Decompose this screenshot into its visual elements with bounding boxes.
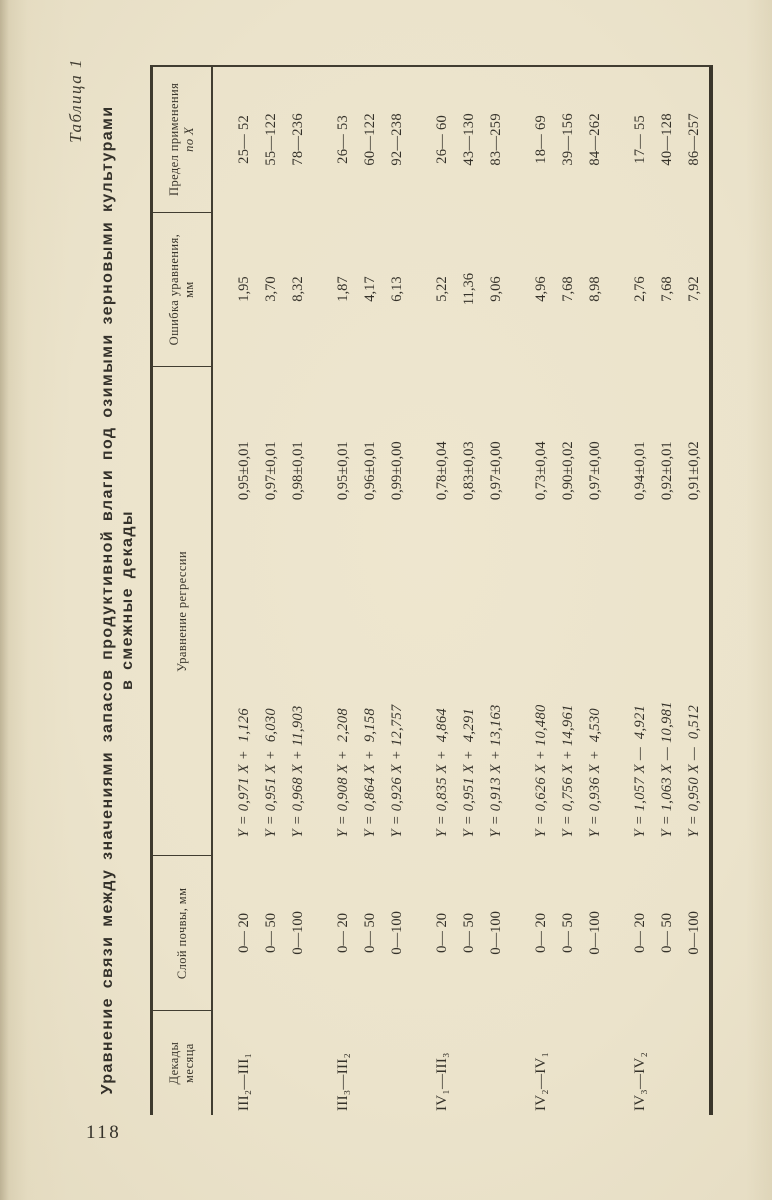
correlation-coefficient: 0,99±0,00 <box>389 441 405 501</box>
table-row <box>456 67 483 1115</box>
equation-text: Y = 1,057 X — 4,921 <box>632 704 648 838</box>
table-row <box>627 67 654 1115</box>
table-row <box>681 67 708 1115</box>
table-row <box>582 67 609 1115</box>
equation-text: Y = 0,968 X + 11,903 <box>290 705 306 838</box>
cell-regression-equation <box>686 366 703 855</box>
cell-soil-layer: 0— 20 <box>434 912 450 953</box>
cell-soil-layer: 0— 20 <box>632 912 648 953</box>
cell-equation-error: 8,32 <box>290 276 306 302</box>
cell-regression-equation <box>236 366 253 855</box>
cell-equation-error: 5,22 <box>434 276 450 302</box>
cell-application-limit: 92—238 <box>389 113 405 166</box>
cell-application-limit: 60—122 <box>362 113 378 166</box>
cell-application-limit: 86—257 <box>686 113 702 166</box>
cell-equation-error: 2,76 <box>632 276 648 302</box>
header-regression-equation <box>153 366 211 855</box>
cell-equation-error: 4,17 <box>362 276 378 302</box>
cell-application-limit: 39—156 <box>560 113 576 166</box>
cell-application-limit: 26— 60 <box>434 114 450 164</box>
cell-soil-layer: 0— 50 <box>263 912 279 953</box>
cell-application-limit: 26— 53 <box>335 114 351 164</box>
cell-regression-equation <box>263 366 280 855</box>
cell-regression-equation <box>533 366 550 855</box>
cell-application-limit: 17— 55 <box>632 114 648 164</box>
table-title-line2: в смежные декады <box>119 510 136 690</box>
equation-text: Y = 0,936 X + 4,530 <box>587 708 603 838</box>
cell-regression-equation <box>434 366 451 855</box>
cell-soil-layer: 0—100 <box>290 911 306 955</box>
cell-application-limit: 55—122 <box>263 113 279 166</box>
table-row <box>528 67 555 1115</box>
header-application-limit-line2: по X <box>182 126 196 152</box>
cell-regression-equation <box>389 366 406 855</box>
cell-regression-equation <box>461 366 478 855</box>
cell-equation-error: 7,68 <box>659 276 675 302</box>
table-row <box>654 67 681 1115</box>
correlation-coefficient: 0,91±0,02 <box>686 441 702 501</box>
header-decades-line1: Декады <box>167 1041 181 1085</box>
cell-equation-error: 8,98 <box>587 276 603 302</box>
cell-application-limit: 40—128 <box>659 113 675 166</box>
equation-text: Y = 1,063 X — 10,981 <box>659 701 675 838</box>
decade-group <box>429 67 510 1115</box>
cell-regression-equation <box>362 366 379 855</box>
header-decades-line2: месяца <box>182 1043 196 1083</box>
header-soil-layer-label: Слой почвы, мм <box>174 887 189 980</box>
equation-text: Y = 0,926 X + 12,757 <box>389 704 405 838</box>
cell-equation-error: 7,92 <box>686 276 702 302</box>
header-equation-error-line2: мм <box>182 281 196 298</box>
table-row <box>555 67 582 1115</box>
header-soil-layer <box>153 856 211 1011</box>
correlation-coefficient: 0,92±0,01 <box>659 441 675 501</box>
header-regression-equation-label: Уравнение регрессии <box>174 551 189 672</box>
header-equation-error-line1: Ошибка уравнения, <box>167 233 181 346</box>
equation-text: Y = 0,951 X + 6,030 <box>263 708 279 838</box>
cell-regression-equation <box>659 366 676 855</box>
table-row <box>330 67 357 1115</box>
cell-decade-label: IV₁—III₃ <box>434 1052 450 1111</box>
cell-soil-layer: 0—100 <box>686 911 702 955</box>
decade-group <box>627 67 708 1115</box>
cell-decade-label: IV₂—IV₁ <box>533 1051 549 1111</box>
correlation-coefficient: 0,83±0,03 <box>461 441 477 501</box>
cell-soil-layer: 0— 20 <box>533 912 549 953</box>
cell-soil-layer: 0—100 <box>389 911 405 955</box>
equation-text: Y = 0,971 X + 1,126 <box>236 708 252 838</box>
cell-equation-error: 9,06 <box>488 276 504 302</box>
cell-application-limit: 25— 52 <box>236 114 252 164</box>
cell-application-limit: 84—262 <box>587 113 603 166</box>
cell-equation-error: 4,96 <box>533 276 549 302</box>
correlation-coefficient: 0,96±0,01 <box>362 441 378 501</box>
table-row <box>483 67 510 1115</box>
correlation-coefficient: 0,78±0,04 <box>434 441 450 501</box>
table-title <box>98 30 138 1170</box>
decade-group <box>330 67 411 1115</box>
cell-application-limit: 43—130 <box>461 113 477 166</box>
cell-soil-layer: 0— 50 <box>659 912 675 953</box>
equation-text: Y = 0,913 X + 13,163 <box>488 704 504 838</box>
cell-application-limit: 83—259 <box>488 113 504 166</box>
cell-regression-equation <box>560 366 577 855</box>
equation-text: Y = 0,950 X — 0,512 <box>686 704 702 838</box>
header-decades-of-month <box>153 1010 211 1115</box>
decade-group <box>528 67 609 1115</box>
table-row <box>285 67 312 1115</box>
cell-equation-error: 11,36 <box>461 273 477 306</box>
header-equation-error <box>153 212 211 367</box>
decade-group <box>231 67 312 1115</box>
cell-application-limit: 18— 69 <box>533 114 549 164</box>
cell-decade-label: IV₃—IV₂ <box>632 1051 648 1111</box>
correlation-coefficient: 0,94±0,01 <box>632 441 648 501</box>
equation-text: Y = 0,835 X + 4,864 <box>434 708 450 838</box>
cell-equation-error: 7,68 <box>560 276 576 302</box>
correlation-coefficient: 0,95±0,01 <box>335 441 351 501</box>
cell-application-limit: 78—236 <box>290 113 306 166</box>
correlation-coefficient: 0,98±0,01 <box>290 441 306 501</box>
cell-soil-layer: 0— 50 <box>362 912 378 953</box>
cell-equation-error: 6,13 <box>389 276 405 302</box>
cell-soil-layer: 0— 50 <box>461 912 477 953</box>
equation-text: Y = 0,864 X + 9,158 <box>362 708 378 838</box>
cell-regression-equation <box>632 366 649 855</box>
cell-soil-layer: 0—100 <box>488 911 504 955</box>
table-row <box>429 67 456 1115</box>
cell-regression-equation <box>335 366 352 855</box>
cell-decade-label: III₂—III₁ <box>236 1052 252 1111</box>
equation-text: Y = 0,951 X + 4,291 <box>461 708 477 838</box>
header-application-limit-line1: Предел применения <box>167 82 181 196</box>
cell-regression-equation <box>290 366 307 855</box>
table-row <box>384 67 411 1115</box>
equation-text: Y = 0,626 X + 10,480 <box>533 704 549 838</box>
cell-soil-layer: 0— 50 <box>560 912 576 953</box>
equation-text: Y = 0,908 X + 2,208 <box>335 708 351 838</box>
correlation-coefficient: 0,97±0,00 <box>488 441 504 501</box>
cell-soil-layer: 0— 20 <box>335 912 351 953</box>
cell-regression-equation <box>488 366 505 855</box>
table-title-line1: Уравнение связи между значениями запасов продуктивной влаги под озимыми зерновыми культурами <box>99 105 116 1095</box>
correlation-coefficient: 0,97±0,01 <box>263 441 279 501</box>
table-header-row <box>153 67 213 1115</box>
page-number: 118 <box>86 1122 122 1143</box>
correlation-coefficient: 0,90±0,02 <box>560 441 576 501</box>
cell-equation-error: 3,70 <box>263 276 279 302</box>
correlation-coefficient: 0,95±0,01 <box>236 441 252 501</box>
table-caption-label: Таблица 1 <box>66 58 85 143</box>
table-row <box>231 67 258 1115</box>
cell-regression-equation <box>587 366 604 855</box>
header-application-limit <box>153 67 211 212</box>
correlation-coefficient: 0,73±0,04 <box>533 441 549 501</box>
table-body <box>213 67 708 1115</box>
cell-equation-error: 1,95 <box>236 276 252 302</box>
cell-equation-error: 1,87 <box>335 276 351 302</box>
table-row <box>258 67 285 1115</box>
cell-decade-label: III₃—III₂ <box>335 1052 351 1111</box>
regression-table <box>150 65 713 1115</box>
cell-soil-layer: 0—100 <box>587 911 603 955</box>
correlation-coefficient: 0,97±0,00 <box>587 441 603 501</box>
table-row <box>357 67 384 1115</box>
cell-soil-layer: 0— 20 <box>236 912 252 953</box>
equation-text: Y = 0,756 X + 14,961 <box>560 704 576 838</box>
